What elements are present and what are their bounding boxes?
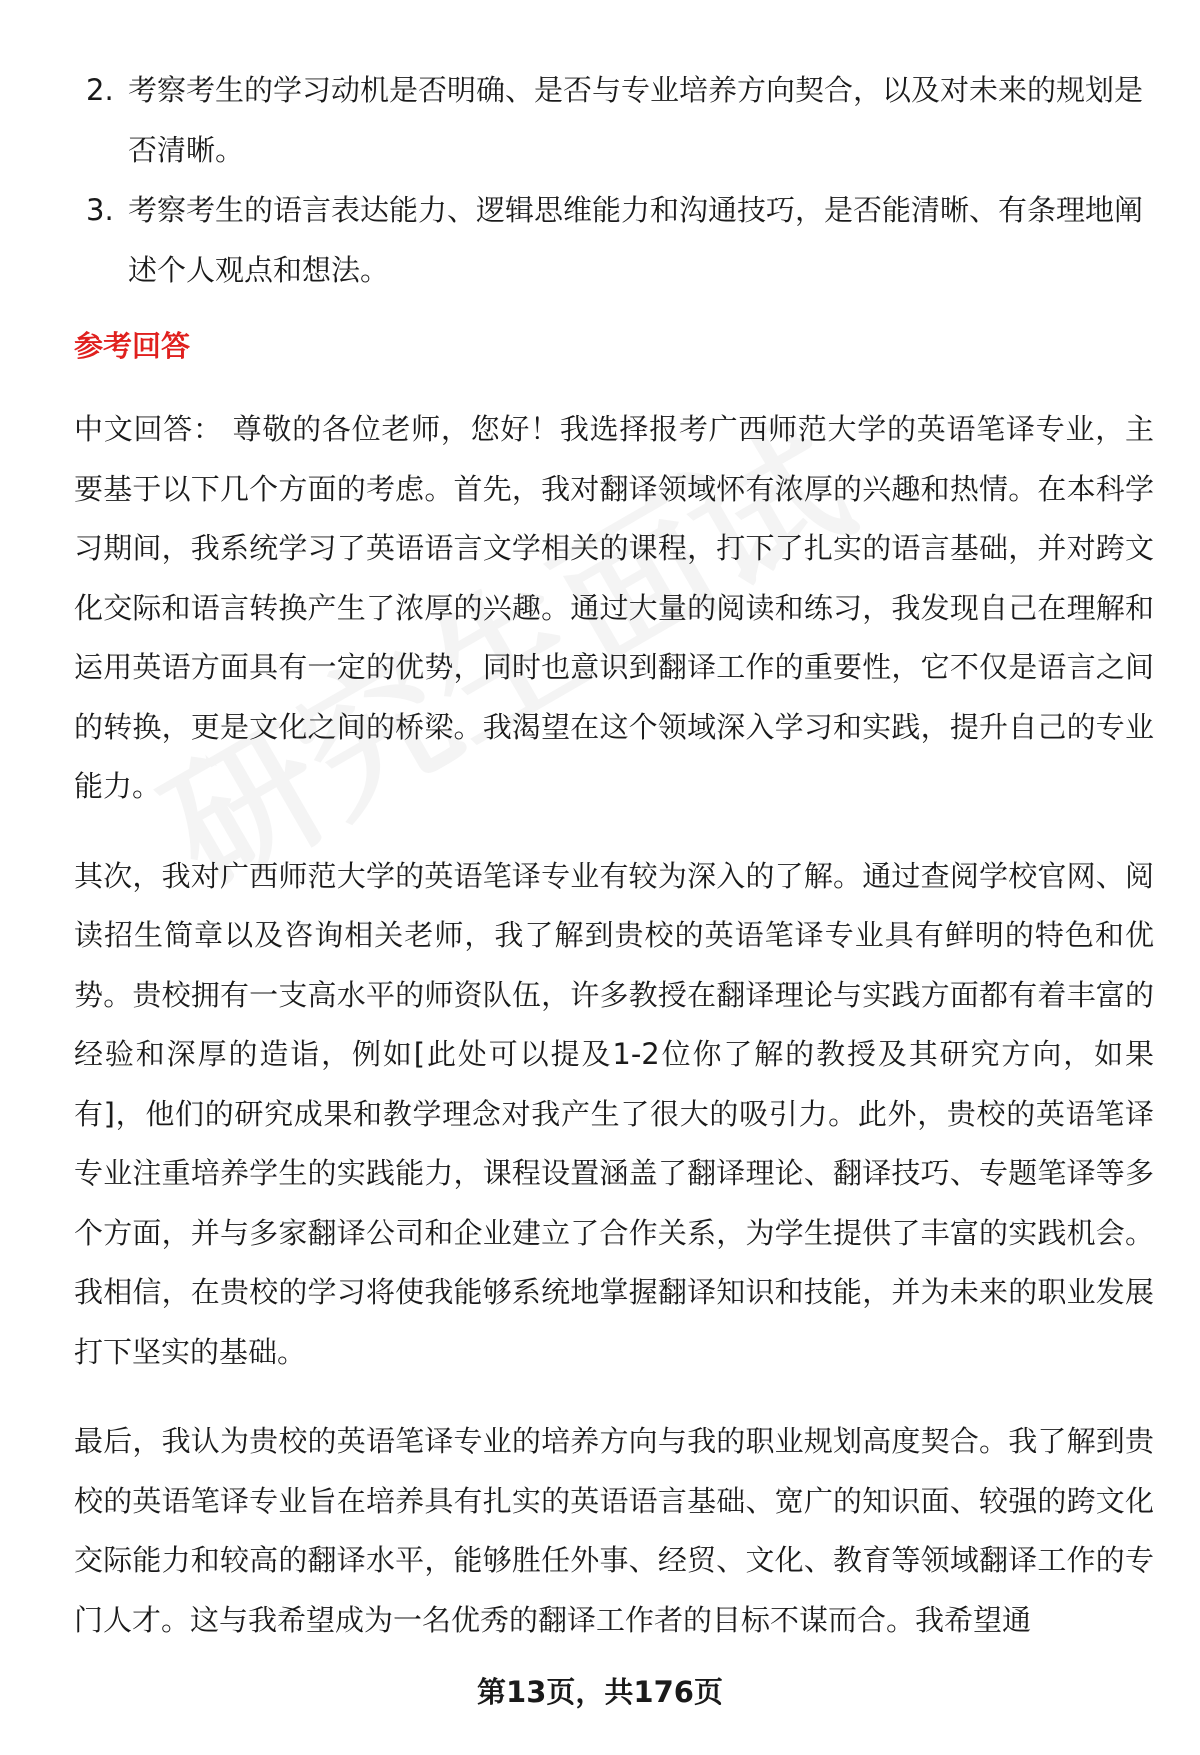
list-item-number: 2. — [86, 73, 114, 107]
list-item — [74, 60, 1144, 180]
list-item — [74, 180, 1144, 300]
answer-paragraph: 其次，我对广西师范大学的英语笔译专业有较为深入的了解。通过查阅学校官网、阅读招生简章以及咨询相关老师，我了解到贵校的英语笔译专业具有鲜明的特色和优势。贵校拥有一支高水平的师资队伍，许多教授在翻译理论与实践方面都有着丰富的经验和深厚的造诣，例如[此处可以提及1-2位你了解的教授及其研究方向，如果有]，他们的研究成果和教学理念对我产生了很大的吸引力。此外，贵校的英语笔译专业注重培养学生的实践能力，课程设置涵盖了翻译理论、翻译技巧、专题笔译等多个方面，并与多家翻译公司和企业建立了合作关系，为学生提供了丰富的实践机会。我相信，在贵校的学习将使我能够系统地掌握翻译知识和技能，并为未来的职业发展打下坚实的基础。 — [74, 858, 1154, 1369]
page-number: 第13页，共176页 — [477, 1675, 723, 1709]
answer-paragraph: 中文回答： 尊敬的各位老师，您好！我选择报考广西师范大学的英语笔译专业，主要基于以下几个方面的考虑。首先，我对翻译领域怀有浓厚的兴趣和热情。在本科学习期间，我系统学习了英语语言文学相关的课程，打下了扎实的语言基础，并对跨文化交际和语言转换产生了浓厚的兴趣。通过大量的阅读和练习，我发现自己在理解和运用英语方面具有一定的优势，同时也意识到翻译工作的重要性，它不仅是语言之间的转换，更是文化之间的桥梁。我渴望在这个领域深入学习和实践，提升自己的专业能力。 — [74, 412, 1154, 803]
section-heading: 参考回答 — [74, 329, 191, 363]
list-item-text: 考察考生的学习动机是否明确、是否与专业培养方向契合，以及对未来的规划是否清晰。 — [128, 73, 1144, 167]
criteria-list — [74, 60, 1144, 300]
list-item-text: 考察考生的语言表达能力、逻辑思维能力和沟通技巧，是否能清晰、有条理地阐述个人观点和想法。 — [128, 193, 1144, 287]
list-item-number: 3. — [86, 193, 114, 227]
answer-body — [74, 400, 1154, 1680]
answer-paragraph: 最后，我认为贵校的英语笔译专业的培养方向与我的职业规划高度契合。我了解到贵校的英语笔译专业旨在培养具有扎实的英语语言基础、宽广的知识面、较强的跨文化交际能力和较高的翻译水平，能够胜任外事、经贸、文化、教育等领域翻译工作的专门人才。这与我希望成为一名优秀的翻译工作者的目标不谋而合。我希望通 — [74, 1424, 1154, 1637]
